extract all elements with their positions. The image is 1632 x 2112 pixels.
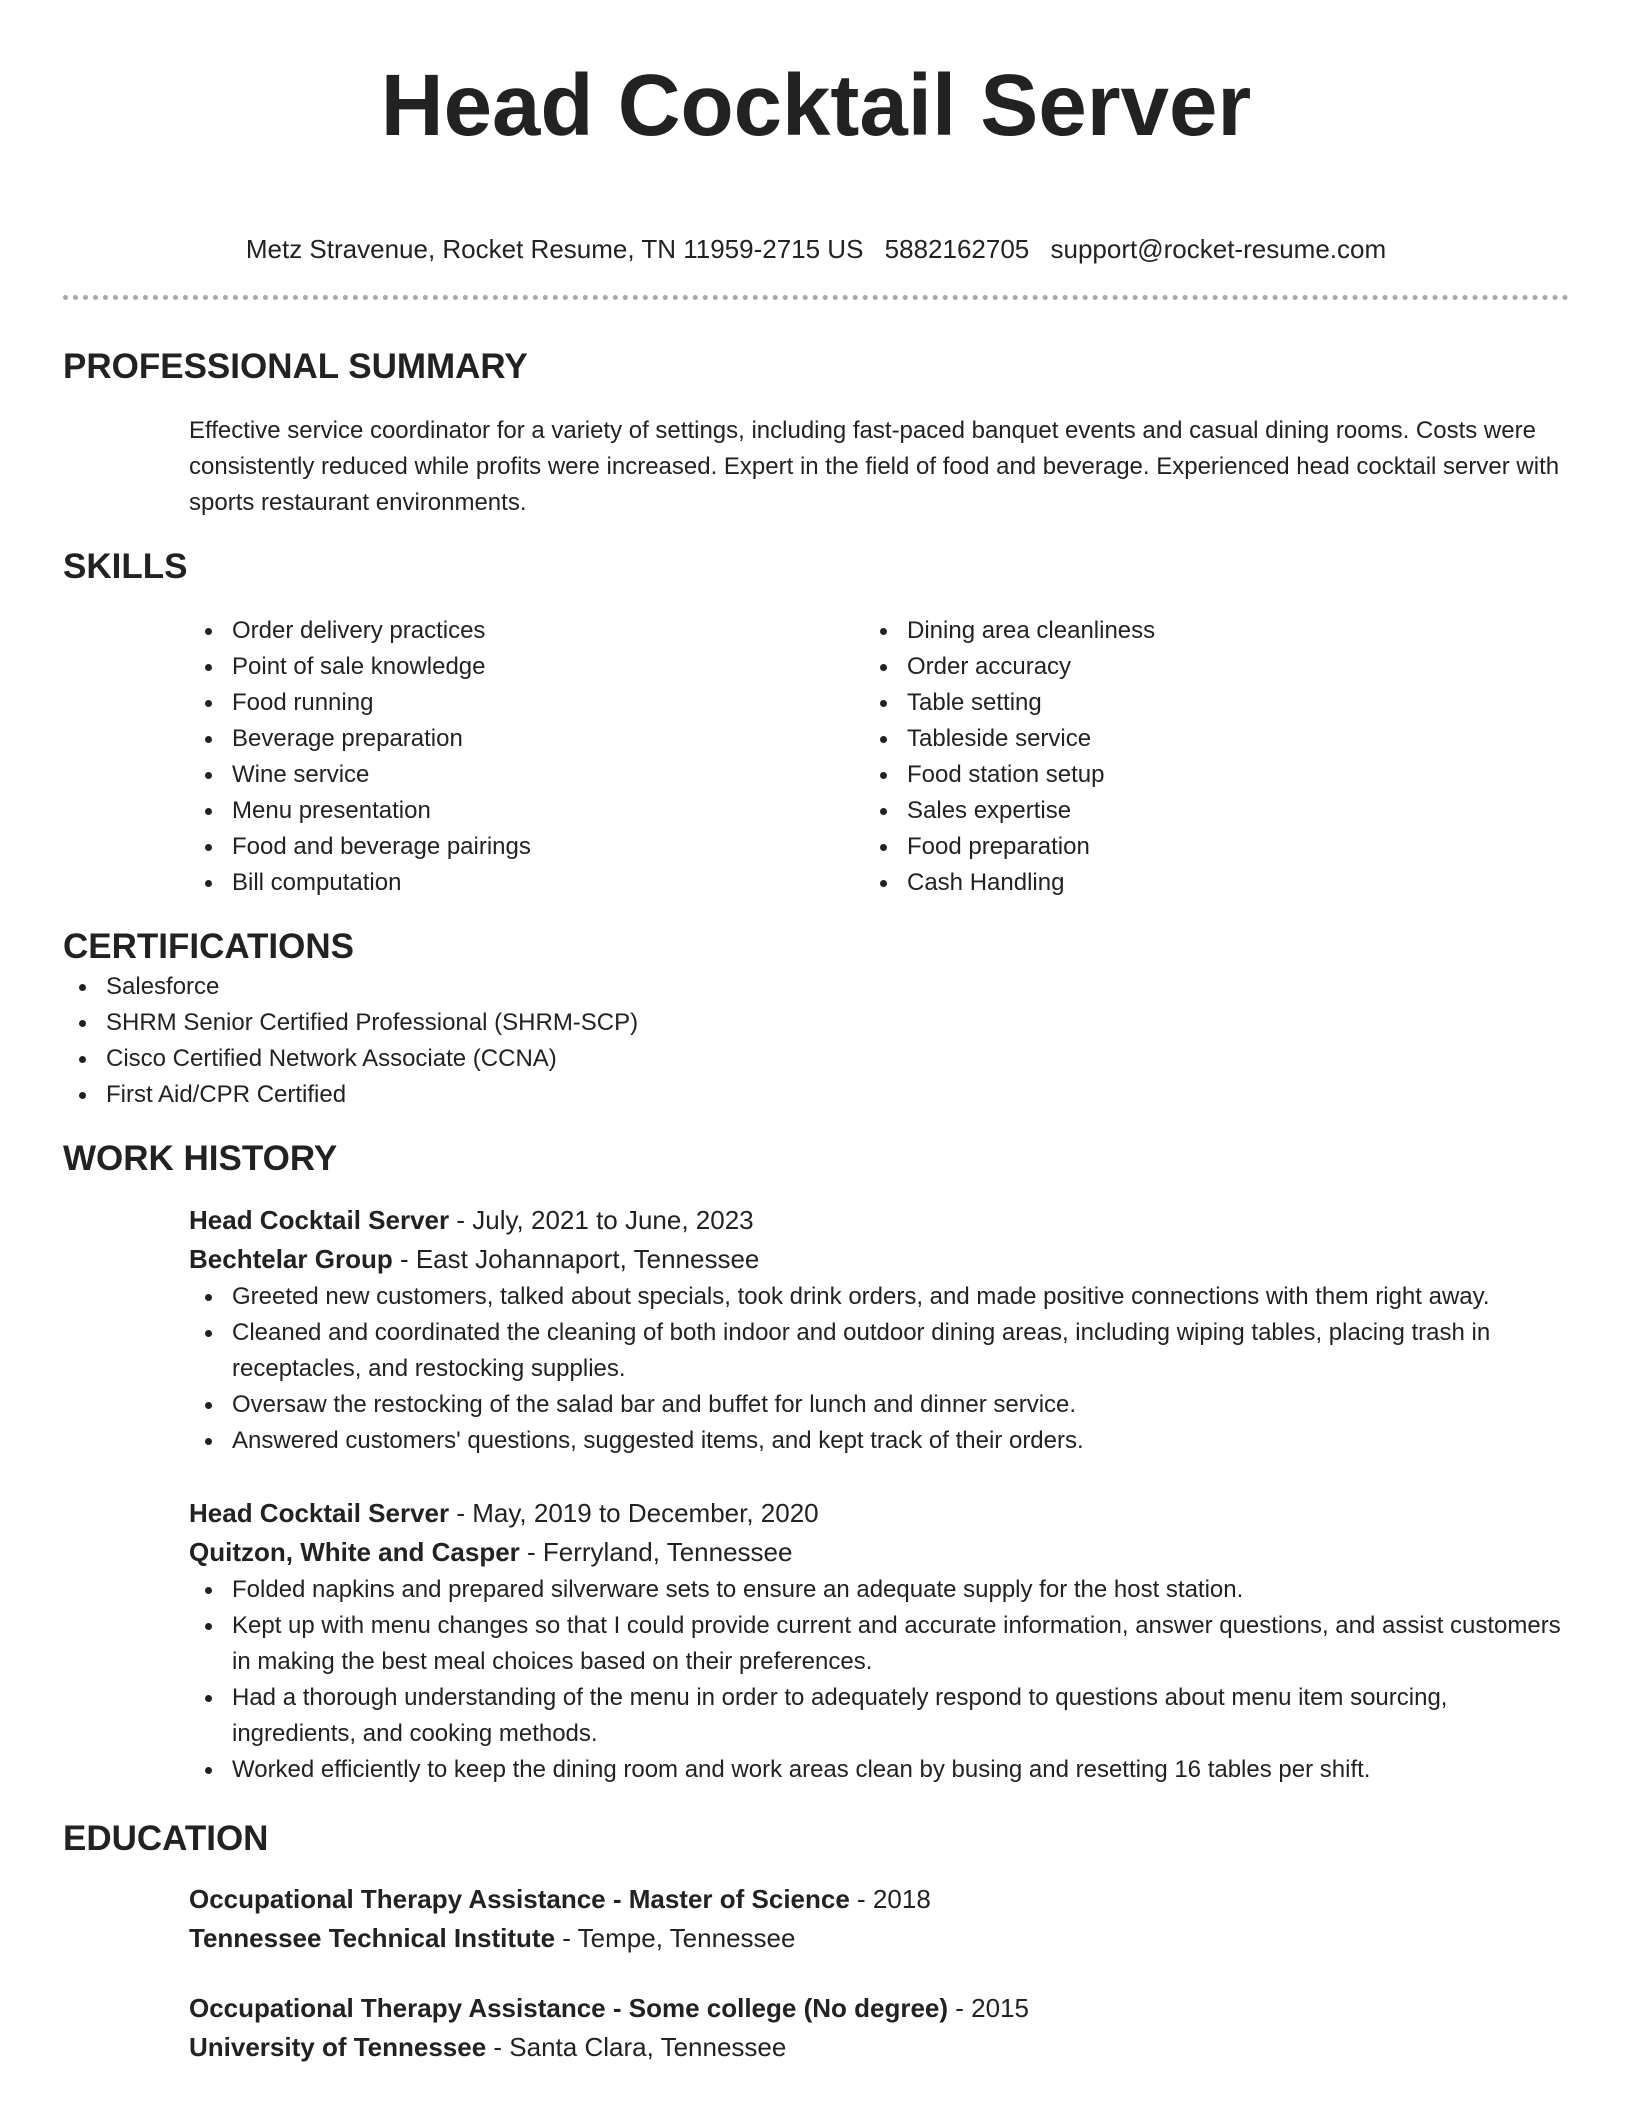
skill-item: Sales expertise — [864, 793, 1539, 829]
job-company: Quitzon, White and Casper — [189, 1537, 520, 1567]
education-degree: Occupational Therapy Assistance - Some college (No degree) — [189, 1993, 949, 2023]
skill-item: Food and beverage pairings — [189, 829, 864, 865]
skills-list-right — [864, 613, 1539, 901]
contact-line — [63, 233, 1569, 265]
education-degree: Occupational Therapy Assistance - Master of Science — [189, 1884, 850, 1914]
job-bullet: Folded napkins and prepared silverware sets to ensure an adequate supply for the host station. — [189, 1572, 1569, 1608]
certifications-list — [63, 969, 1569, 1113]
skills-column-right — [864, 613, 1539, 901]
education-school-line — [189, 2028, 1569, 2067]
education-school: University of Tennessee — [189, 2032, 487, 2062]
summary-section — [63, 345, 1569, 521]
education-school-line — [189, 1919, 1569, 1958]
skill-item: Dining area cleanliness — [864, 613, 1539, 649]
education-heading: EDUCATION — [63, 1819, 269, 1858]
job-role: Head Cocktail Server — [189, 1205, 450, 1235]
job-location: - East Johannaport, Tennessee — [392, 1244, 760, 1274]
skills-list-left — [189, 613, 864, 901]
job-bullets — [189, 1279, 1569, 1459]
certification-item: SHRM Senior Certified Professional (SHRM-SCP) — [63, 1005, 1569, 1041]
education-section — [63, 1817, 1569, 2067]
skills-grid — [189, 613, 1569, 901]
certification-item: Cisco Certified Network Associate (CCNA) — [63, 1041, 1569, 1077]
skill-item: Menu presentation — [189, 793, 864, 829]
education-year: - 2015 — [948, 1993, 1029, 2023]
skill-item: Food station setup — [864, 757, 1539, 793]
job-title-line — [189, 1201, 1569, 1240]
education-year: - 2018 — [849, 1884, 931, 1914]
contact-email: support@rocket-resume.com — [1050, 234, 1387, 264]
skill-item: Order delivery practices — [189, 613, 864, 649]
skill-item: Food running — [189, 685, 864, 721]
job-location: - Ferryland, Tennessee — [519, 1537, 793, 1567]
skill-item: Tableside service — [864, 721, 1539, 757]
skill-item: Food preparation — [864, 829, 1539, 865]
skills-column-left — [189, 613, 864, 901]
certifications-section — [63, 925, 1569, 1113]
job-entry — [189, 1201, 1569, 1459]
summary-text: Effective service coordinator for a variety of settings, including fast-paced banquet events and casual dining rooms. Costs were consistently reduced while profits were increased. Expert in the field of food and beverage. Experienced head cocktail server with sports restaurant environments. — [189, 417, 1560, 516]
skill-item: Beverage preparation — [189, 721, 864, 757]
job-dates: - May, 2019 to December, 2020 — [449, 1498, 819, 1528]
job-company-line — [189, 1240, 1569, 1279]
job-bullet: Worked efficiently to keep the dining room and work areas clean by busing and resetting 16 tables per shift. — [189, 1752, 1569, 1788]
certification-item: First Aid/CPR Certified — [63, 1077, 1569, 1113]
summary-heading: PROFESSIONAL SUMMARY — [63, 347, 528, 386]
job-dates: - July, 2021 to June, 2023 — [449, 1205, 754, 1235]
job-bullet: Greeted new customers, talked about specials, took drink orders, and made positive connections with them right away. — [189, 1279, 1569, 1315]
job-entry — [189, 1494, 1569, 1788]
skills-section — [63, 545, 1569, 901]
contact-phone: 5882162705 — [884, 234, 1030, 264]
job-bullet: Kept up with menu changes so that I could provide current and accurate information, answer questions, and assist customers in making the best meal choices based on their preferences. — [189, 1608, 1569, 1680]
skill-item: Bill computation — [189, 865, 864, 901]
header-divider — [63, 295, 1569, 300]
work-history-section — [63, 1137, 1569, 1788]
education-school: Tennessee Technical Institute — [189, 1923, 556, 1953]
education-degree-line — [189, 1880, 1569, 1919]
education-location: - Tempe, Tennessee — [555, 1923, 796, 1953]
resume-name: Head Cocktail Server — [380, 57, 1252, 154]
education-entry — [189, 1989, 1569, 2067]
skills-heading: SKILLS — [63, 547, 188, 586]
skill-item: Point of sale knowledge — [189, 649, 864, 685]
job-company: Bechtelar Group — [189, 1244, 393, 1274]
certification-item: Salesforce — [63, 969, 1569, 1005]
skill-item: Order accuracy — [864, 649, 1539, 685]
education-entry — [189, 1880, 1569, 1958]
education-degree-line — [189, 1989, 1569, 2028]
job-title-line — [189, 1494, 1569, 1533]
job-role: Head Cocktail Server — [189, 1498, 450, 1528]
job-company-line — [189, 1533, 1569, 1572]
job-bullet: Had a thorough understanding of the menu in order to adequately respond to questions about menu item sourcing, ingredients, and cooking methods. — [189, 1680, 1569, 1752]
contact-address: Metz Stravenue, Rocket Resume, TN 11959-2715 US — [245, 234, 864, 264]
work-history-heading: WORK HISTORY — [63, 1139, 338, 1178]
job-bullet: Answered customers' questions, suggested items, and kept track of their orders. — [189, 1423, 1569, 1459]
skill-item: Table setting — [864, 685, 1539, 721]
job-bullet: Oversaw the restocking of the salad bar and buffet for lunch and dinner service. — [189, 1387, 1569, 1423]
job-bullet: Cleaned and coordinated the cleaning of both indoor and outdoor dining areas, including wiping tables, placing trash in receptacles, and restocking supplies. — [189, 1315, 1569, 1387]
skill-item: Cash Handling — [864, 865, 1539, 901]
education-location: - Santa Clara, Tennessee — [486, 2032, 787, 2062]
skill-item: Wine service — [189, 757, 864, 793]
job-bullets — [189, 1572, 1569, 1788]
certifications-heading: CERTIFICATIONS — [63, 927, 355, 966]
